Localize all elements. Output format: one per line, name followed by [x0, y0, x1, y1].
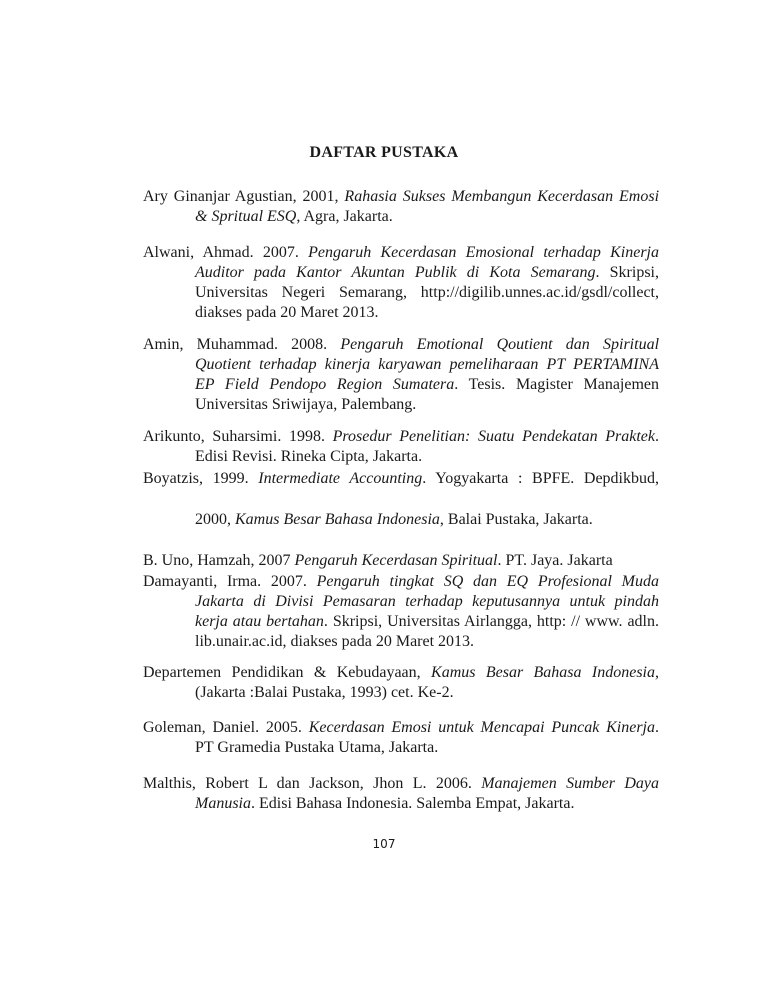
entry-line: Amin, Muhammad. 2008. Pengaruh Emotional Qoutient dan Spiritual [143, 336, 660, 353]
entry-line: Jakarta di Divisi Pemasaran terhadap keputusannya untuk pindah [195, 593, 659, 610]
entry-line: Universitas Sriwijaya, Palembang. [195, 396, 417, 413]
entry-line: B. Uno, Hamzah, 2007 Pengaruh Kecerdasan Spiritual. PT. Jaya. Jakarta [143, 552, 613, 569]
reference-entry [143, 187, 659, 227]
entry-line: 2000, Kamus Besar Bahasa Indonesia, Balai Pustaka, Jakarta. [195, 511, 593, 528]
reference-entry [143, 469, 659, 489]
page-title: DAFTAR PUSTAKA [309, 144, 459, 161]
entry-line: Ary Ginanjar Agustian, 2001, Rahasia Sukses Membangun Kecerdasan Emosi [143, 188, 660, 205]
page-number: 107 [372, 837, 396, 851]
reference-entry [143, 718, 659, 758]
entry-line: Auditor pada Kantor Akuntan Publik di Kota Semarang. Skripsi, [195, 264, 660, 281]
entry-line: Manusia. Edisi Bahasa Indonesia. Salemba Empat, Jakarta. [195, 795, 575, 812]
reference-entry [143, 572, 659, 652]
entry-line: PT Gramedia Pustaka Utama, Jakarta. [195, 739, 439, 756]
reference-entry [143, 243, 659, 323]
entry-line: Malthis, Robert L dan Jackson, Jhon L. 2006. Manajemen Sumber Daya [143, 775, 659, 792]
entry-line: EP Field Pendopo Region Sumatera. Tesis. Magister Manajemen [195, 376, 660, 393]
entry-line: Arikunto, Suharsimi. 1998. Prosedur Penelitian: Suatu Pendekatan Praktek. [143, 428, 659, 445]
entry-line: kerja atau bertahan. Skripsi, Universitas Airlangga, http: // www. adln. [195, 613, 660, 630]
reference-entry [143, 510, 659, 530]
entry-line: Boyatzis, 1999. Intermediate Accounting. Yogyakarta : BPFE. Depdikbud, [143, 470, 659, 487]
entry-line: diakses pada 20 Maret 2013. [195, 304, 379, 321]
entry-line: Damayanti, Irma. 2007. Pengaruh tingkat SQ dan EQ Profesional Muda [143, 573, 659, 590]
reference-entry [143, 551, 659, 571]
entry-line: (Jakarta :Balai Pustaka, 1993) cet. Ke-2. [195, 684, 454, 701]
entry-line: & Spritual ESQ, Agra, Jakarta. [195, 208, 393, 225]
entry-line: Edisi Revisi. Rineka Cipta, Jakarta. [195, 448, 423, 465]
entry-line: Universitas Negeri Semarang, http://digilib.unnes.ac.id/gsdl/collect, [195, 284, 659, 301]
reference-entry [143, 774, 659, 814]
entry-line: Departemen Pendidikan & Kebudayaan, Kamus Besar Bahasa Indonesia, [143, 664, 659, 681]
entry-line: Alwani, Ahmad. 2007. Pengaruh Kecerdasan Emosional terhadap Kinerja [143, 244, 659, 261]
reference-entry [143, 335, 659, 415]
entry-line: Goleman, Daniel. 2005. Kecerdasan Emosi untuk Mencapai Puncak Kinerja. [143, 719, 660, 736]
reference-entry [143, 427, 659, 467]
entry-line: Quotient terhadap kinerja karyawan pemeliharaan PT PERTAMINA [195, 356, 659, 373]
entry-line: lib.unair.ac.id, diakses pada 20 Maret 2013. [195, 633, 475, 650]
reference-entry [143, 663, 659, 703]
